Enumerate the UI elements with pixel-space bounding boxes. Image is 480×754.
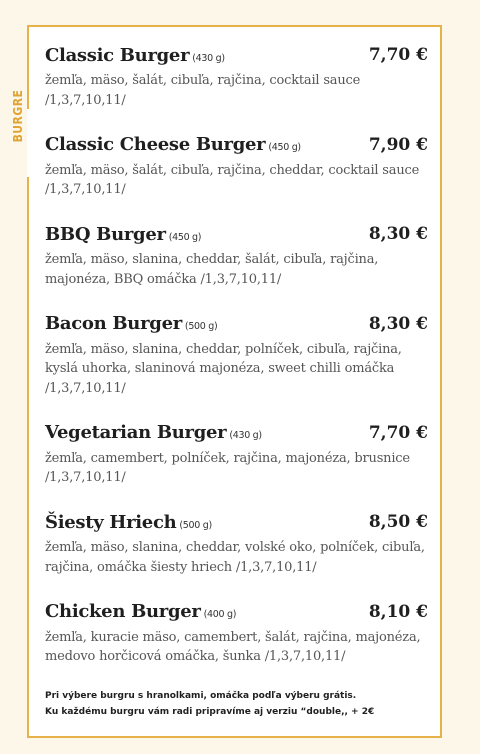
item-weight: (450 g) (268, 142, 301, 153)
item-description: žemľa, mäso, šalát, cibuľa, rajčina, cheddar, cocktail sauce /1,3,7,10,11/ (45, 162, 420, 197)
menu-item-siesty-hriech (45, 505, 428, 595)
footnote-line-1: Pri výbere burgru s hranolkami, omáčka podľa výberu grátis. (45, 691, 357, 701)
item-name (45, 601, 236, 622)
menu-item-bacon-burger (45, 307, 428, 416)
footnote-line-2: Ku každému burgru vám radi pripravíme aj verziu “double,, + 2€ (45, 706, 375, 717)
menu-item-classic-burger (45, 38, 428, 128)
item-price: 7,70 € (368, 422, 428, 443)
item-price: 7,70 € (368, 45, 428, 65)
menu-footnote (45, 689, 425, 720)
menu-list (45, 38, 428, 684)
item-description: žemľa, mäso, slanina, cheddar, volské oko, polníček, cibuľa, rajčina, omáčka šiesty hriech /1,3,7,10,11/ (45, 540, 425, 575)
item-title: Šiesty Hriech (45, 511, 177, 533)
item-price: 8,30 € (368, 313, 428, 334)
menu-item-chicken-burger (45, 595, 428, 685)
item-price: 8,50 € (368, 512, 428, 532)
item-name (45, 45, 225, 66)
item-title: Classic Burger (45, 44, 190, 66)
item-title: Bacon Burger (45, 313, 182, 334)
item-title: Classic Cheese Burger (45, 134, 266, 155)
item-name (45, 224, 201, 245)
item-weight: (500 g) (184, 321, 218, 332)
section-label: BURGRE (11, 89, 25, 143)
item-name (45, 313, 217, 334)
item-name (45, 512, 212, 533)
item-title: Vegetarian Burger (45, 422, 227, 443)
item-description: žemľa, kuracie mäso, camembert, šalát, rajčina, majonéza, medovo horčicová omáčka, šunka /1,3,7,10,11/ (45, 629, 421, 664)
menu-item-vegetarian-burger (45, 416, 428, 506)
item-weight: (450 g) (168, 231, 202, 243)
item-weight: (400 g) (203, 609, 237, 620)
item-price: 7,90 € (368, 134, 428, 155)
item-description: žemľa, mäso, slanina, cheddar, šalát, cibuľa, rajčina, majonéza, BBQ omáčka /1,3,7,10,11/ (45, 252, 379, 287)
section-tab (27, 109, 37, 177)
item-description: žemľa, mäso, šalát, cibuľa, rajčina, cocktail sauce /1,3,7,10,11/ (45, 73, 361, 108)
menu-item-classic-cheese-burger (45, 128, 428, 218)
menu-item-bbq-burger (45, 217, 428, 307)
item-description: žemľa, camembert, polníček, rajčina, majonéza, brusnice /1,3,7,10,11/ (45, 450, 410, 485)
item-weight: (500 g) (179, 519, 212, 531)
item-name (45, 134, 301, 155)
item-title: Chicken Burger (45, 601, 201, 622)
item-weight: (430 g) (229, 430, 262, 441)
item-description: žemľa, mäso, slanina, cheddar, polníček, cibuľa, rajčina, kyslá uhorka, slaninová majonéza, sweet chilli omáčka /1,3,7,10,11/ (45, 341, 402, 396)
item-name (45, 422, 262, 443)
item-price: 8,10 € (368, 601, 428, 622)
item-price: 8,30 € (368, 224, 428, 244)
item-title: BBQ Burger (45, 223, 166, 245)
item-weight: (430 g) (192, 52, 225, 64)
